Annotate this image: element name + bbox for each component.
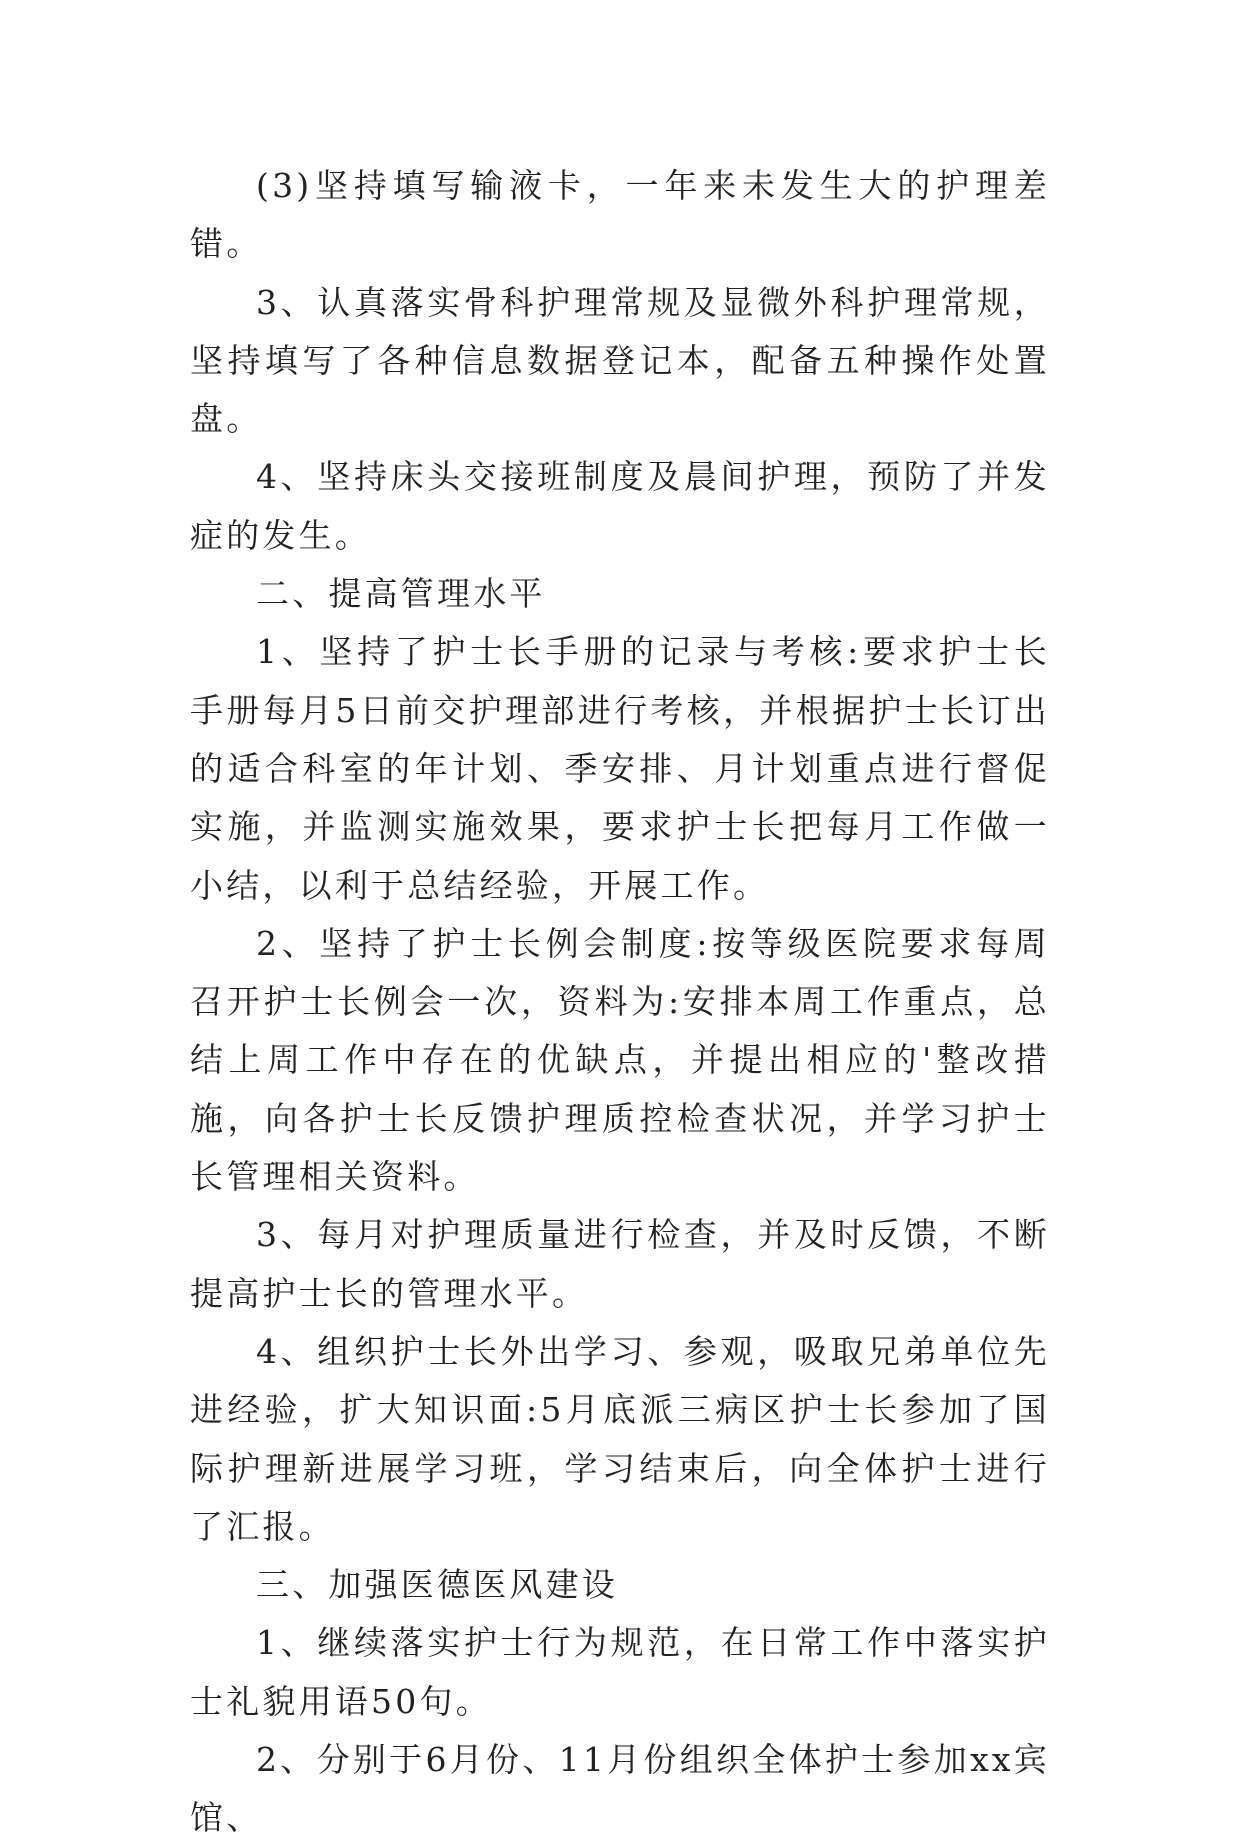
paragraph: 3、每月对护理质量进行检查，并及时反馈，不断提高护士长的管理水平。 xyxy=(190,1215,1050,1313)
paragraph: (3)坚持填写输液卡，一年来未发生大的护理差错。 xyxy=(190,166,1050,264)
paragraph: 1、继续落实护士行为规范，在日常工作中落实护士礼貌用语50句。 xyxy=(190,1623,1050,1721)
document-body xyxy=(190,157,1050,1848)
paragraph: 2、坚持了护士长例会制度:按等级医院要求每周召开护士长例会一次，资料为:安排本周工作重点，总结上周工作中存在的优缺点，并提出相应的'整改措施，向各护士长反馈护理质控检查状况，并学习护士长管理相关资料。 xyxy=(190,923,1050,1197)
paragraph: 4、坚持床头交接班制度及晨间护理，预防了并发症的发生。 xyxy=(190,457,1050,555)
section-heading: 三、加强医德医风建设 xyxy=(256,1565,618,1605)
section-heading: 二、提高管理水平 xyxy=(256,574,546,614)
paragraph: 2、分别于6月份、11月份组织全体护士参加xx宾馆、 xyxy=(190,1740,1050,1838)
paragraph: 4、组织护士长外出学习、参观，吸取兄弟单位先进经验，扩大知识面:5月底派三病区护士长参加了国际护理新进展学习班，学习结束后，向全体护士进行了汇报。 xyxy=(190,1331,1050,1546)
paragraph: 1、坚持了护士长手册的记录与考核:要求护士长手册每月5日前交护理部进行考核，并根据护士长订出的适合科室的年计划、季安排、月计划重点进行督促实施，并监测实施效果，要求护士长把每月工作做一小结，以利于总结经验，开展工作。 xyxy=(190,632,1050,905)
paragraph: 3、认真落实骨科护理常规及显微外科护理常规，坚持填写了各种信息数据登记本，配备五种操作处置盘。 xyxy=(190,282,1050,439)
